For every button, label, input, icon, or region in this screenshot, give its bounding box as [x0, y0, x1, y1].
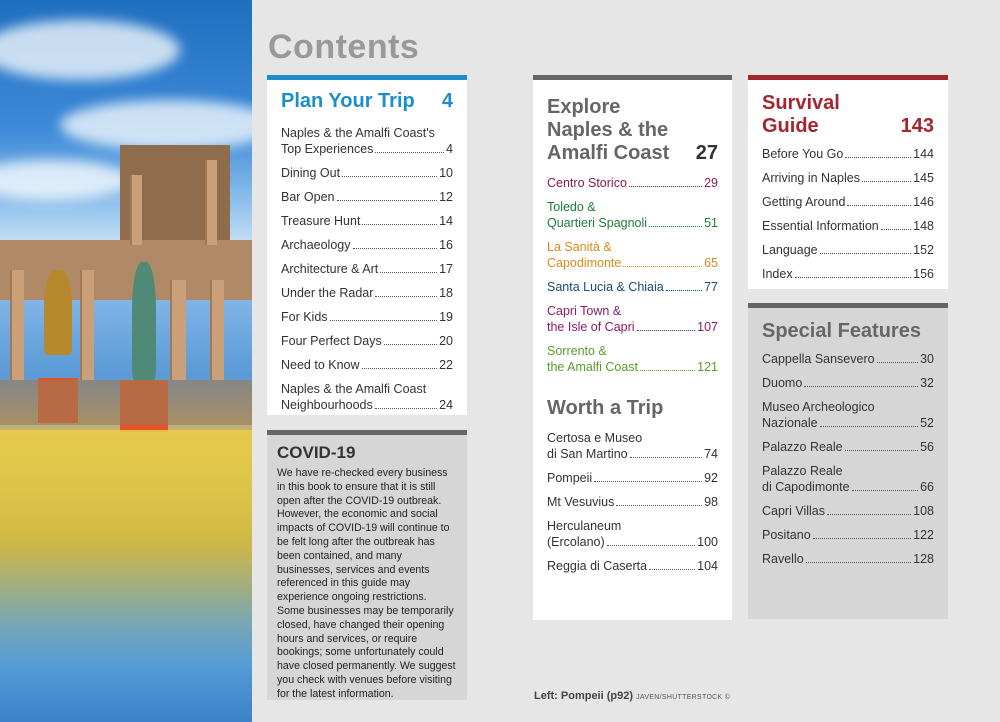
special-features-card	[748, 303, 948, 619]
page-title: Contents	[268, 28, 420, 66]
survival-guide-card	[748, 75, 948, 289]
toc-entry[interactable]: Arriving in Naples 145	[762, 171, 934, 185]
toc-entry[interactable]: Capri Villas 108	[762, 504, 934, 518]
toc-entry[interactable]: Under the Radar 18	[281, 286, 453, 300]
toc-entry[interactable]: Cappella Sansevero 30	[762, 352, 934, 366]
toc-entry[interactable]: Before You Go 144	[762, 147, 934, 161]
toc-entry[interactable]: Archaeology 16	[281, 238, 453, 252]
toc-entry[interactable]: Dining Out 10	[281, 166, 453, 180]
toc-entry[interactable]: Certosa e Museo di San Martino 74	[547, 431, 718, 461]
plan-list	[267, 113, 467, 413]
photo-caption: Left: Pompeii (p92) JAVEN/SHUTTERSTOCK ©	[534, 690, 731, 702]
toc-entry[interactable]: Architecture & Art 17	[281, 262, 453, 276]
toc-entry[interactable]: Palazzo Reale 56	[762, 440, 934, 454]
survival-heading[interactable]: Survival Guide 143	[762, 92, 934, 137]
worth-a-trip-list	[533, 420, 732, 574]
special-features-list	[748, 343, 948, 567]
toc-entry[interactable]: Index 156	[762, 267, 934, 281]
toc-entry[interactable]: Sorrento & the Amalfi Coast 121	[547, 344, 718, 374]
toc-entry[interactable]: Language 152	[762, 243, 934, 257]
covid-body: We have re-checked every business in this book to ensure that it is still open after the COVID-19 outbreak. However, the economic and social impacts of COVID-19 will continue to be felt long after the outbreak has been contained, and many businesses, services and events referenced in this guide may experience ongoing restrictions. Some businesses may be temporarily closed, have changed their opening hours and services, or require bookings; some unfortunately could have closed permanently. We suggest you check with venues before visiting for the latest information.	[277, 467, 456, 700]
special-features-heading[interactable]: Special Features	[762, 320, 921, 342]
explore-card	[533, 75, 732, 620]
plan-your-trip-card	[267, 75, 467, 415]
toc-entry[interactable]: Duomo 32	[762, 376, 934, 390]
cover-photo-pompeii	[0, 0, 252, 722]
toc-entry[interactable]: Palazzo Reale di Capodimonte 66	[762, 464, 934, 494]
toc-entry[interactable]: For Kids 19	[281, 310, 453, 324]
toc-entry[interactable]: Naples & the Amalfi Coast Neighbourhoods 24	[281, 382, 453, 412]
survival-list	[748, 138, 948, 282]
toc-entry[interactable]: Four Perfect Days 20	[281, 334, 453, 348]
toc-entry[interactable]: Bar Open 12	[281, 190, 453, 204]
explore-heading[interactable]: Explore Naples & the Amalfi Coast 27	[547, 96, 718, 164]
toc-entry[interactable]: Naples & the Amalfi Coast's Top Experiences 4	[281, 126, 453, 156]
covid-heading: COVID-19	[277, 443, 356, 462]
toc-entry[interactable]: Mt Vesuvius 98	[547, 495, 718, 509]
toc-entry[interactable]: Centro Storico 29	[547, 176, 718, 190]
explore-list	[533, 165, 732, 375]
toc-entry[interactable]: Need to Know 22	[281, 358, 453, 372]
covid-notice-card	[267, 430, 467, 700]
toc-entry[interactable]: Herculaneum (Ercolano) 100	[547, 519, 718, 549]
toc-entry[interactable]: Museo Archeologico Nazionale 52	[762, 400, 934, 430]
toc-entry[interactable]: Reggia di Caserta 104	[547, 559, 718, 573]
toc-entry[interactable]: La Sanità & Capodimonte 65	[547, 240, 718, 270]
plan-heading[interactable]: Plan Your Trip 4	[281, 90, 453, 112]
toc-entry[interactable]: Ravello 128	[762, 552, 934, 566]
worth-a-trip-heading[interactable]: Worth a Trip	[547, 397, 664, 419]
toc-entry[interactable]: Essential Information 148	[762, 219, 934, 233]
toc-entry[interactable]: Toledo & Quartieri Spagnoli 51	[547, 200, 718, 230]
toc-entry[interactable]: Getting Around 146	[762, 195, 934, 209]
toc-entry[interactable]: Positano 122	[762, 528, 934, 542]
toc-entry[interactable]: Santa Lucia & Chiaia 77	[547, 280, 718, 294]
toc-entry[interactable]: Pompeii 92	[547, 471, 718, 485]
toc-entry[interactable]: Treasure Hunt 14	[281, 214, 453, 228]
toc-entry[interactable]: Capri Town & the Isle of Capri 107	[547, 304, 718, 334]
